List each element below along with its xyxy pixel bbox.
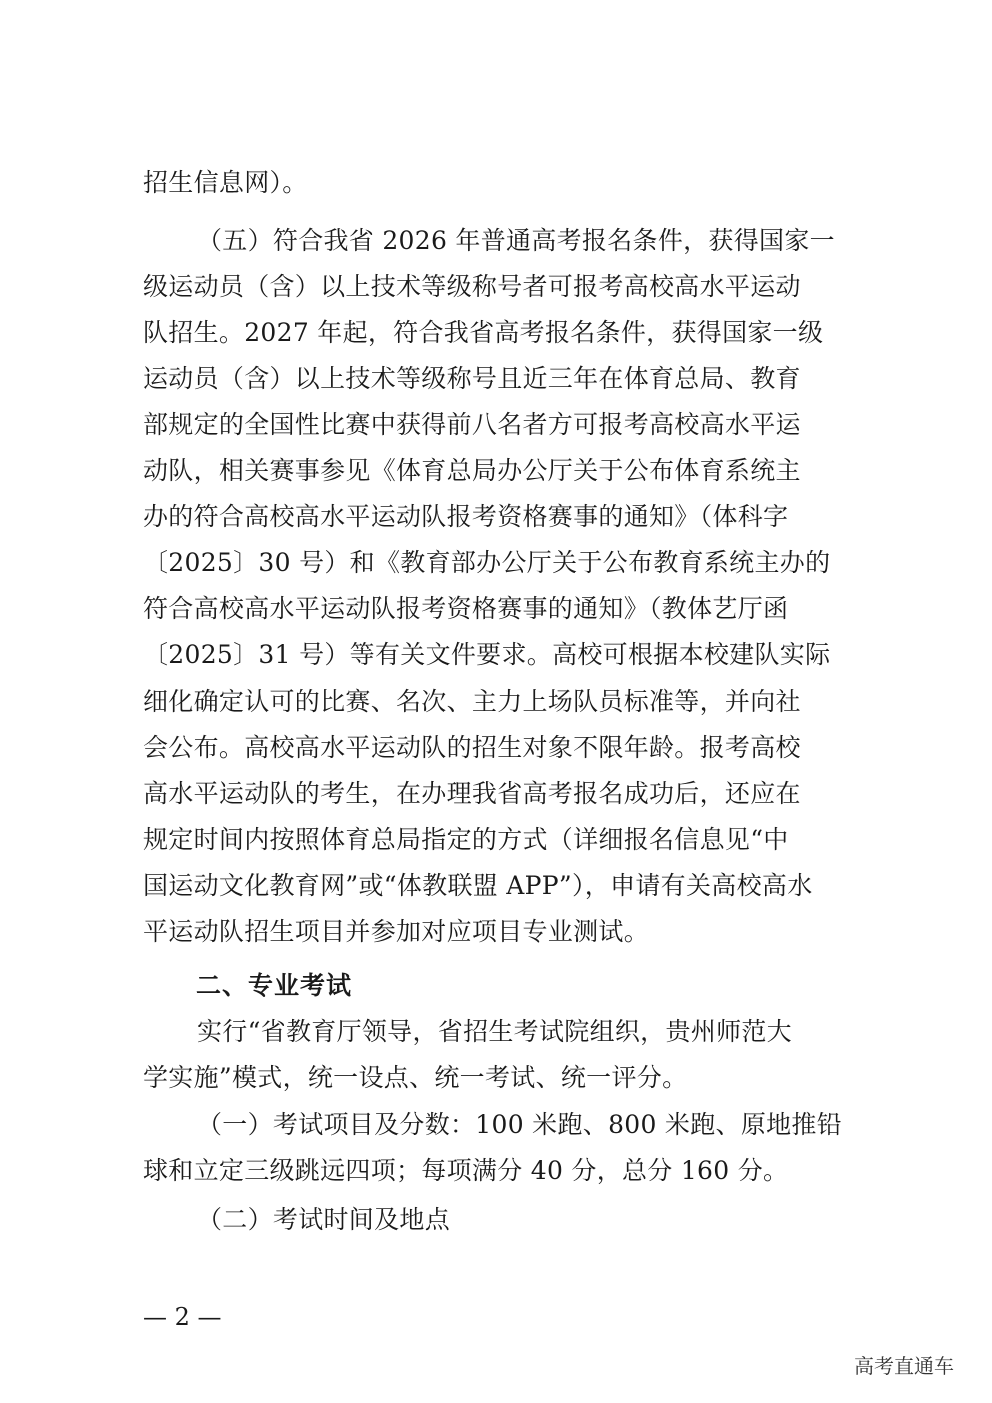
paragraph-line: （一）考试项目及分数：100 米跑、800 米跑、原地推铅 (197, 1110, 843, 1139)
paragraph-line: 国运动文化教育网”或“体教联盟 APP”），申请有关高校高水 (143, 871, 813, 900)
paragraph-line: 高水平运动队的考生，在办理我省高考报名成功后，还应在 (143, 779, 801, 808)
paragraph-line: 〔2025〕30 号）和《教育部办公厅关于公布教育系统主办的 (143, 548, 831, 577)
paragraph-line: 办的符合高校高水平运动队报考资格赛事的通知》（体科字 (143, 502, 789, 531)
paragraph-line: 规定时间内按照体育总局指定的方式（详细报名信息见“中 (143, 825, 789, 854)
subsection-heading: （二）考试时间及地点 (197, 1205, 451, 1234)
section-heading: 二、专业考试 (196, 971, 353, 1000)
paragraph-line: 部规定的全国性比赛中获得前八名者方可报考高校高水平运 (143, 410, 801, 439)
watermark: 高考直通车 (854, 1354, 954, 1378)
page-number: — 2 — (143, 1303, 222, 1331)
paragraph-line: 学实施”模式，统一设点、统一考试、统一评分。 (143, 1063, 688, 1092)
paragraph-line: 招生信息网）。 (143, 168, 308, 197)
paragraph-line: 队招生。2027 年起，符合我省高考报名条件，获得国家一级 (143, 318, 824, 347)
paragraph-line: 运动员（含）以上技术等级称号且近三年在体育总局、教育 (143, 364, 801, 393)
paragraph-line: 级运动员（含）以上技术等级称号者可报考高校高水平运动 (143, 272, 801, 301)
paragraph-line: （五）符合我省 2026 年普通高考报名条件，获得国家一 (197, 226, 835, 255)
paragraph-line: 细化确定认可的比赛、名次、主力上场队员标准等，并向社 (143, 687, 801, 716)
paragraph-line: 符合高校高水平运动队报考资格赛事的通知》（教体艺厅函 (143, 594, 789, 623)
paragraph-line: 球和立定三级跳远四项；每项满分 40 分，总分 160 分。 (143, 1156, 789, 1185)
paragraph-line: 平运动队招生项目并参加对应项目专业测试。 (143, 917, 650, 946)
paragraph-line: 会公布。高校高水平运动队的招生对象不限年龄。报考高校 (143, 733, 801, 762)
paragraph-line: 〔2025〕31 号）等有关文件要求。高校可根据本校建队实际 (143, 640, 831, 669)
paragraph-line: 动队，相关赛事参见《体育总局办公厅关于公布体育系统主 (143, 456, 801, 485)
paragraph-line: 实行“省教育厅领导，省招生考试院组织，贵州师范大 (197, 1017, 792, 1046)
